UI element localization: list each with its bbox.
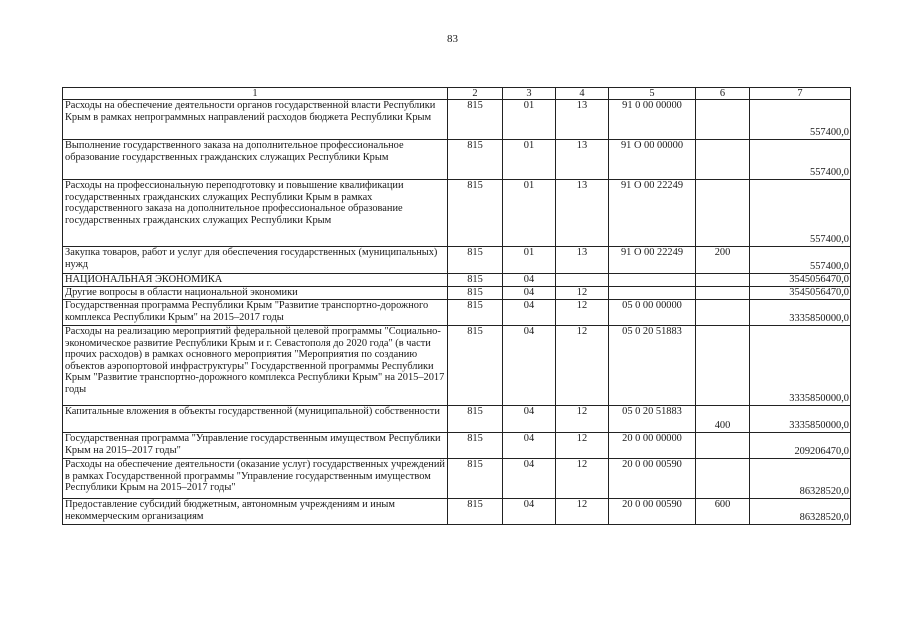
row-section: 04 (503, 300, 556, 326)
row-target-article: 91 О 00 22249 (609, 247, 696, 274)
row-section: 04 (503, 499, 556, 525)
row-subsection: 13 (556, 140, 609, 180)
row-subsection: 12 (556, 287, 609, 300)
table-header-row (63, 88, 851, 100)
row-expense-type (696, 140, 750, 180)
row-name: Расходы на обеспечение деятельности органов государственной власти Республики Крым в рамках непрограммных направлений расходов бюджета Республики Крым (63, 100, 448, 140)
table-row (63, 180, 851, 247)
table-row (63, 499, 851, 525)
row-expense-type: 200 (696, 247, 750, 274)
row-subsection: 12 (556, 433, 609, 459)
row-grbs: 815 (448, 100, 503, 140)
row-target-article: 05 0 00 00000 (609, 300, 696, 326)
row-section: 04 (503, 287, 556, 300)
row-target-article: 20 0 00 00590 (609, 459, 696, 499)
row-target-article: 91 О 00 22249 (609, 180, 696, 247)
row-amount: 557400,0 (750, 247, 851, 274)
row-expense-type (696, 274, 750, 287)
row-section: 01 (503, 100, 556, 140)
table-row (63, 247, 851, 274)
row-expense-type (696, 459, 750, 499)
row-name: Расходы на профессиональную переподготовку и повышение квалификации государственных гражданских служащих Республики Крым в рамках государственного заказа на дополнительное профессиональное образование государственных гражданских служащих Республики Крым (63, 180, 448, 247)
table-row (63, 140, 851, 180)
row-expense-type (696, 300, 750, 326)
row-section: 04 (503, 274, 556, 287)
row-amount: 3335850000,0 (750, 406, 851, 433)
row-expense-type (696, 180, 750, 247)
column-header: 3 (503, 88, 556, 100)
row-name: Расходы на обеспечение деятельности (оказание услуг) государственных учреждений в рамках Государственной программы "Управление государственным имуществом Республики Крым на 2015–2017 годы" (63, 459, 448, 499)
row-target-article: 91 О 00 00000 (609, 140, 696, 180)
row-subsection: 12 (556, 499, 609, 525)
row-target-article: 91 0 00 00000 (609, 100, 696, 140)
row-amount: 557400,0 (750, 100, 851, 140)
row-section: 04 (503, 433, 556, 459)
row-target-article: 05 0 20 51883 (609, 406, 696, 433)
row-grbs: 815 (448, 247, 503, 274)
row-subsection: 12 (556, 300, 609, 326)
row-expense-type (696, 326, 750, 406)
row-amount: 209206470,0 (750, 433, 851, 459)
table-row (63, 326, 851, 406)
row-name: Расходы на реализацию мероприятий федеральной целевой программы "Социально-экономическое развитие Республики Крым и г. Севастополя до 2020 года" (в части прочих расходов) в рамках основного мероприятия "Мероприятия по созданию объектов аэропортовой инфраструктуры" Государственной программы Республики Крым "Развитие транспортно-дорожного комплекса Республики Крым" на 2015–2017 годы (63, 326, 448, 406)
row-amount: 3545056470,0 (750, 287, 851, 300)
column-header: 5 (609, 88, 696, 100)
table-row (63, 287, 851, 300)
row-grbs: 815 (448, 459, 503, 499)
row-name: Государственная программа Республики Крым "Развитие транспортно-дорожного комплекса Республики Крым" на 2015–2017 годы (63, 300, 448, 326)
row-expense-type: 400 (696, 406, 750, 433)
row-subsection: 12 (556, 459, 609, 499)
row-grbs: 815 (448, 180, 503, 247)
row-target-article: 05 0 20 51883 (609, 326, 696, 406)
row-target-article (609, 287, 696, 300)
row-name: Закупка товаров, работ и услуг для обеспечения государственных (муниципальных) нужд (63, 247, 448, 274)
row-section: 01 (503, 180, 556, 247)
column-header: 6 (696, 88, 750, 100)
row-subsection: 13 (556, 247, 609, 274)
row-grbs: 815 (448, 287, 503, 300)
row-subsection: 12 (556, 326, 609, 406)
row-amount: 557400,0 (750, 140, 851, 180)
page-number: 83 (447, 33, 458, 45)
row-name: Выполнение государственного заказа на дополнительное профессиональное образование государственных гражданских служащих Республики Крым (63, 140, 448, 180)
row-target-article: 20 0 00 00000 (609, 433, 696, 459)
row-grbs: 815 (448, 406, 503, 433)
table-row (63, 433, 851, 459)
row-amount: 557400,0 (750, 180, 851, 247)
column-header: 1 (63, 88, 448, 100)
row-grbs: 815 (448, 433, 503, 459)
row-expense-type (696, 287, 750, 300)
row-expense-type (696, 433, 750, 459)
budget-table (62, 87, 851, 525)
row-target-article: 20 0 00 00590 (609, 499, 696, 525)
table-row (63, 406, 851, 433)
row-name: Другие вопросы в области национальной экономики (63, 287, 448, 300)
row-name: Предоставление субсидий бюджетным, автономным учреждениям и иным некоммерческим организациям (63, 499, 448, 525)
table-row (63, 300, 851, 326)
row-amount: 86328520,0 (750, 459, 851, 499)
row-amount: 3335850000,0 (750, 326, 851, 406)
row-section: 04 (503, 406, 556, 433)
row-name: Капитальные вложения в объекты государственной (муниципальной) собственности (63, 406, 448, 433)
row-section: 01 (503, 247, 556, 274)
row-grbs: 815 (448, 140, 503, 180)
column-header: 4 (556, 88, 609, 100)
table-row (63, 100, 851, 140)
row-amount: 3335850000,0 (750, 300, 851, 326)
column-header: 7 (750, 88, 851, 100)
row-amount: 3545056470,0 (750, 274, 851, 287)
row-subsection: 13 (556, 100, 609, 140)
column-header: 2 (448, 88, 503, 100)
row-subsection (556, 274, 609, 287)
row-section: 04 (503, 459, 556, 499)
row-section: 01 (503, 140, 556, 180)
row-expense-type (696, 100, 750, 140)
row-name: НАЦИОНАЛЬНАЯ ЭКОНОМИКА (63, 274, 448, 287)
row-amount: 86328520,0 (750, 499, 851, 525)
table-row (63, 274, 851, 287)
row-grbs: 815 (448, 326, 503, 406)
row-subsection: 13 (556, 180, 609, 247)
row-grbs: 815 (448, 499, 503, 525)
row-section: 04 (503, 326, 556, 406)
row-name: Государственная программа "Управление государственным имуществом Республики Крым на 2015–2017 годы" (63, 433, 448, 459)
row-grbs: 815 (448, 274, 503, 287)
row-subsection: 12 (556, 406, 609, 433)
row-expense-type: 600 (696, 499, 750, 525)
table-row (63, 459, 851, 499)
row-target-article (609, 274, 696, 287)
row-grbs: 815 (448, 300, 503, 326)
